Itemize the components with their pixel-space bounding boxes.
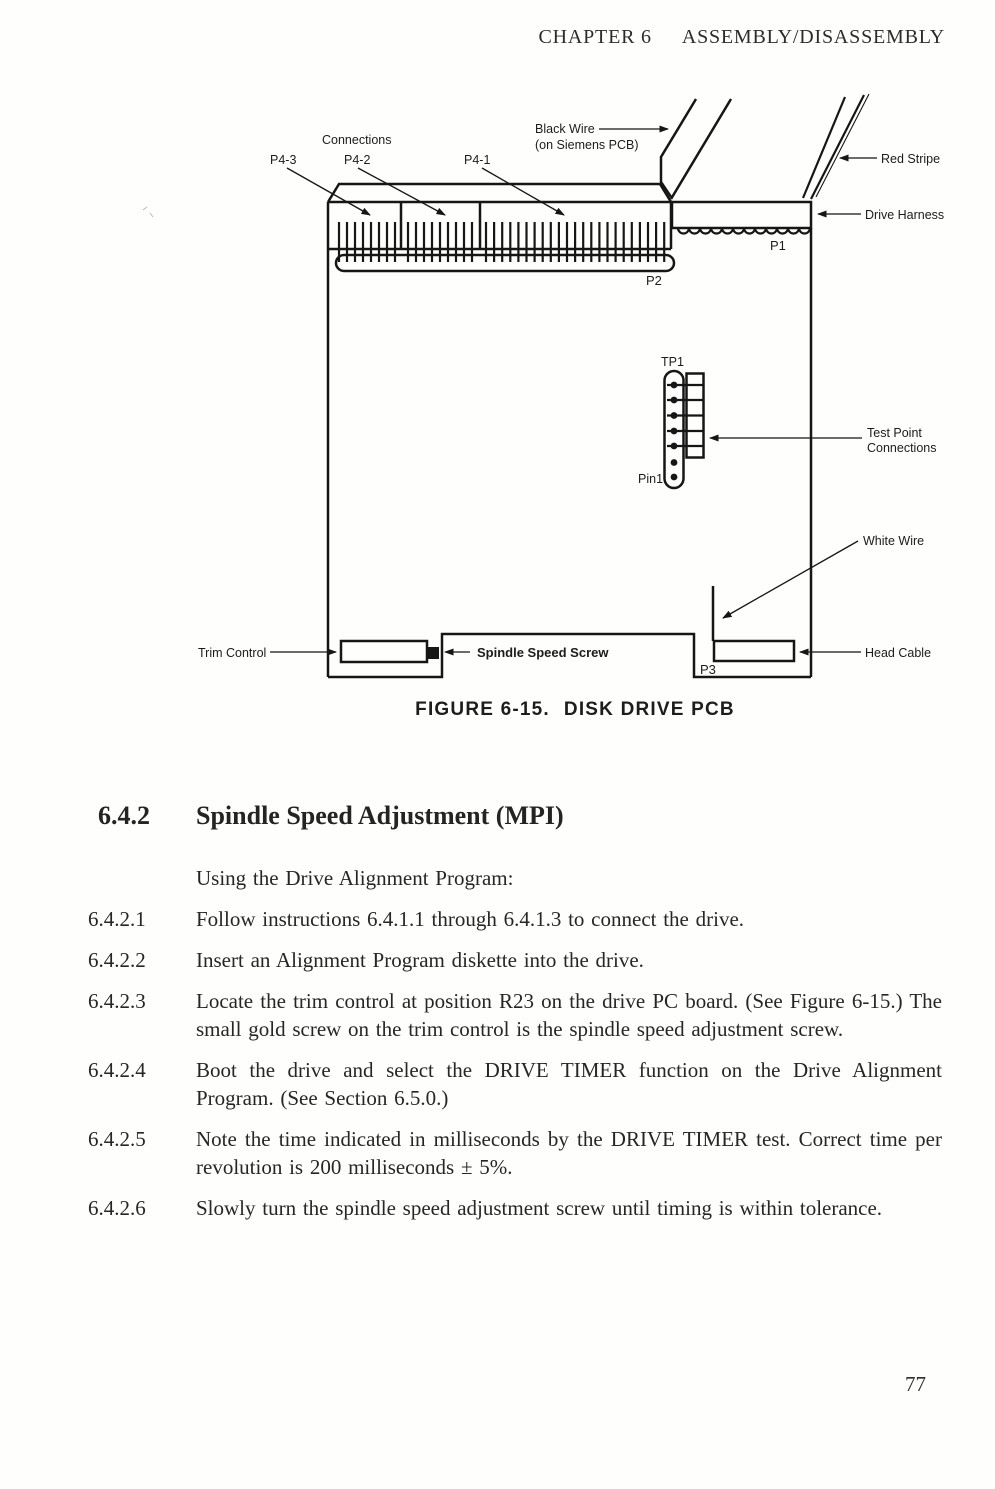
instruction-number: 6.4.2.4 bbox=[88, 1058, 146, 1082]
connections-label: Connections bbox=[322, 133, 392, 147]
p3-label: P3 bbox=[700, 662, 716, 677]
drive-harness-label: Drive Harness bbox=[865, 208, 945, 222]
spindle-speed-screw-square bbox=[427, 647, 439, 659]
drive-harness-block bbox=[672, 202, 811, 253]
instruction-text: Slowly turn the spindle speed adjustment screw until timing is within tolerance. bbox=[196, 1196, 883, 1220]
test-point-label-line2: Connections bbox=[867, 441, 937, 455]
test-point-block bbox=[638, 355, 937, 488]
page-number: 77 bbox=[905, 1372, 926, 1396]
section-number: 6.4.2 bbox=[98, 801, 150, 830]
white-wire-label: White Wire bbox=[863, 534, 925, 548]
trim-control-box bbox=[341, 641, 427, 662]
black-wire-cable bbox=[661, 99, 731, 199]
instruction-row bbox=[88, 946, 942, 974]
test-point-dots bbox=[671, 382, 678, 481]
trim-control-block bbox=[198, 641, 609, 662]
tp1-label: TP1 bbox=[661, 355, 684, 369]
p4-1-label: P4-1 bbox=[464, 153, 491, 167]
head-cable-label: Head Cable bbox=[865, 646, 932, 660]
section-intro: Using the Drive Alignment Program: bbox=[196, 866, 514, 890]
instruction-text: Boot the drive and select the DRIVE TIMER function on the Drive Alignment Program. (See Section 6.5.0.) bbox=[196, 1058, 942, 1110]
instruction-row bbox=[88, 1056, 942, 1112]
instruction-number bbox=[88, 864, 196, 892]
head-cable-block bbox=[700, 641, 931, 677]
instruction-row bbox=[88, 1125, 942, 1181]
head-cable-connector bbox=[714, 641, 794, 661]
instruction-number: 6.4.2.6 bbox=[88, 1196, 146, 1220]
black-wire-label-line1: Black Wire bbox=[535, 122, 595, 136]
white-wire-callout bbox=[713, 534, 924, 641]
p4-3-label: P4-3 bbox=[270, 153, 297, 167]
trim-control-label: Trim Control bbox=[198, 646, 267, 660]
black-wire-callout bbox=[535, 122, 668, 152]
instruction-list bbox=[88, 864, 942, 1235]
instruction-number: 6.4.2.2 bbox=[88, 948, 146, 972]
figure-caption bbox=[155, 699, 995, 721]
intro-row bbox=[88, 864, 942, 892]
p4-2-label: P4-2 bbox=[344, 153, 371, 167]
instruction-text: Locate the trim control at position R23 on the drive PC board. (See Figure 6-15.) The small gold screw on the trim control is the spindle speed adjustment screw. bbox=[196, 989, 942, 1041]
red-stripe-label: Red Stripe bbox=[881, 152, 941, 166]
pin1-label: Pin1 bbox=[638, 472, 664, 486]
chapter-label: CHAPTER 6 bbox=[538, 26, 652, 48]
instruction-row bbox=[88, 987, 942, 1043]
section-title: Spindle Speed Adjustment (MPI) bbox=[196, 801, 564, 830]
instruction-number: 6.4.2.3 bbox=[88, 989, 146, 1013]
instruction-row bbox=[88, 905, 942, 933]
p4-1-arrow bbox=[482, 168, 564, 215]
drive-harness-callout bbox=[818, 208, 944, 222]
pcb-outline bbox=[328, 202, 811, 677]
p1-label: P1 bbox=[770, 238, 786, 253]
instruction-text: Note the time indicated in milliseconds by the DRIVE TIMER test. Correct time per revolution is 200 milliseconds ± 5%. bbox=[196, 1127, 942, 1179]
p2-label: P2 bbox=[646, 273, 662, 288]
white-wire-arrow bbox=[723, 541, 858, 618]
scan-artifact bbox=[143, 207, 153, 217]
test-point-label-line1: Test Point bbox=[867, 426, 922, 440]
instruction-text: Insert an Alignment Program diskette into the drive. bbox=[196, 948, 644, 972]
instruction-number: 6.4.2.5 bbox=[88, 1127, 146, 1151]
red-stripe-cable bbox=[803, 94, 869, 199]
instruction-row bbox=[88, 1194, 942, 1222]
instruction-number: 6.4.2.1 bbox=[88, 907, 146, 931]
chapter-title: ASSEMBLY/DISASSEMBLY bbox=[681, 26, 945, 48]
instruction-text: Follow instructions 6.4.1.1 through 6.4.1.3 to connect the drive. bbox=[196, 907, 745, 931]
red-stripe-callout bbox=[840, 152, 940, 166]
spindle-speed-screw-label: Spindle Speed Screw bbox=[477, 645, 609, 660]
figure-caption-number: FIGURE 6-15. bbox=[415, 699, 550, 720]
black-wire-label-line2: (on Siemens PCB) bbox=[535, 138, 639, 152]
figure-caption-title: DISK DRIVE PCB bbox=[563, 699, 735, 720]
